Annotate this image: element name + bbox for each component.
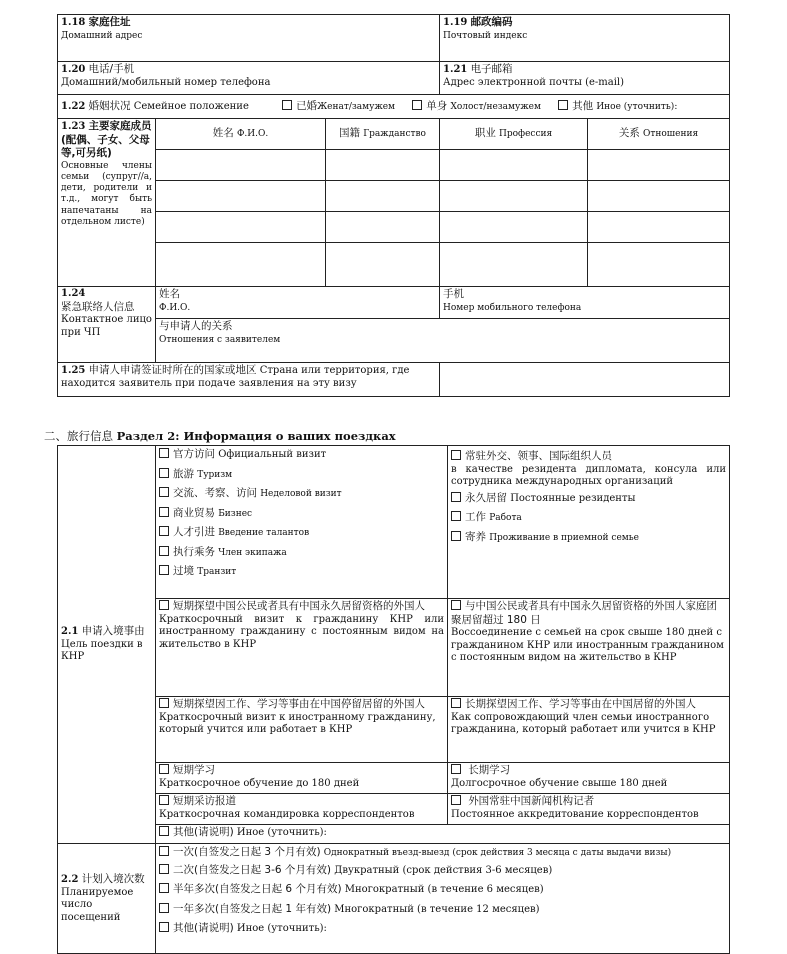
checkbox-icon[interactable] xyxy=(159,883,169,893)
emergency-mobile-field[interactable]: 手机 Номер мобильного телефона xyxy=(440,287,730,319)
family-cell[interactable] xyxy=(440,212,588,243)
email-field[interactable]: 1.21 电子邮箱 Адрес электронной почты (e-mail) xyxy=(440,62,730,95)
purpose-option[interactable]: 官方访问 Официальный визит xyxy=(159,448,444,462)
checkbox-icon[interactable] xyxy=(282,100,292,110)
purpose-option[interactable]: 商业贸易 Бизнес xyxy=(159,507,444,521)
checkbox-icon[interactable] xyxy=(558,100,568,110)
checkbox-icon[interactable] xyxy=(451,511,461,521)
checkbox-icon[interactable] xyxy=(159,698,169,708)
purpose-option-short-journalist[interactable]: 短期采访报道 Краткосрочная командировка корреспондентов xyxy=(156,794,448,825)
purpose-option-long-study[interactable]: 长期学习 Долгосрочное обучение свыше 180 дней xyxy=(448,763,730,794)
family-cell[interactable] xyxy=(326,181,440,212)
family-cell[interactable] xyxy=(440,243,588,287)
entries-option[interactable]: 二次(自签发之日起 3-6 个月有效) Двукратный (срок действия 3-6 месяцев) xyxy=(159,864,726,878)
checkbox-icon[interactable] xyxy=(159,903,169,913)
checkbox-icon[interactable] xyxy=(159,487,169,497)
family-cell[interactable] xyxy=(588,181,730,212)
checkbox-icon[interactable] xyxy=(159,526,169,536)
family-cell[interactable] xyxy=(326,212,440,243)
purpose-option[interactable]: 工作 Работа xyxy=(451,511,726,525)
purpose-option[interactable]: 常驻外交、领事、国际组织人员 в качестве резидента дипломата, консула или сотрудника международных организаций xyxy=(451,450,726,487)
marital-option-other[interactable]: 其他 Иное (уточнить): xyxy=(558,101,677,112)
marital-option-married[interactable]: 已婚Женат/замужем xyxy=(282,101,395,112)
personal-info-table xyxy=(57,14,730,397)
purpose-option-short-visit-foreigner[interactable]: 短期探望因工作、学习等事由在中国停留居留的外国人 Краткосрочный визит к иностранному гражданину, который учится или работает в КНР xyxy=(156,697,448,763)
checkbox-icon[interactable] xyxy=(159,826,169,836)
checkbox-icon[interactable] xyxy=(451,698,461,708)
purpose-option[interactable]: 永久居留 Постоянные резиденты xyxy=(451,492,726,506)
section2-title: 二、旅行信息 Раздел 2: Информация о ваших поездках xyxy=(44,429,396,443)
phone-field[interactable]: 1.20 电话/手机 Домашний/мобильный номер телефона xyxy=(58,62,440,95)
checkbox-icon[interactable] xyxy=(159,795,169,805)
checkbox-icon[interactable] xyxy=(159,922,169,932)
purpose-option-resident-journalist[interactable]: 外国常驻中国新闻机构记者 Постоянное аккредитование корреспондентов xyxy=(448,794,730,825)
purpose-options-left xyxy=(156,446,448,599)
purpose-option[interactable]: 执行乘务 Член экипажа xyxy=(159,546,444,560)
checkbox-icon[interactable] xyxy=(451,450,461,460)
family-cell[interactable] xyxy=(588,150,730,181)
planned-entries-options xyxy=(156,844,730,954)
purpose-option[interactable]: 寄养 Проживание в приемной семье xyxy=(451,531,726,545)
marital-status-row: 1.22 婚姻状况 Семейное положение 已婚Женат/замужем 单身 Холост/незамужем 其他 Иное (уточнить): xyxy=(58,95,730,119)
emergency-name-field[interactable]: 姓名 Ф.И.О. xyxy=(156,287,440,319)
checkbox-icon[interactable] xyxy=(159,600,169,610)
home-address-field[interactable]: 1.18 家庭住址 Домашний адрес xyxy=(58,15,440,62)
purpose-option-long-visit-foreigner[interactable]: 长期探望因工作、学习等事由在中国居留的外国人 Как сопровождающий член семьи иностранного гражданина, который работает или учится в КНР xyxy=(448,697,730,763)
purpose-option[interactable]: 过境 Транзит xyxy=(159,565,444,579)
checkbox-icon[interactable] xyxy=(451,492,461,502)
family-cell[interactable] xyxy=(588,243,730,287)
family-cell[interactable] xyxy=(156,150,326,181)
entry-purpose-label: 2.1 申请入境事由 Цель поездки в КНР xyxy=(58,446,156,844)
table-row xyxy=(58,181,730,212)
marital-option-single[interactable]: 单身 Холост/незамужем xyxy=(412,101,541,112)
checkbox-icon[interactable] xyxy=(159,546,169,556)
checkbox-icon[interactable] xyxy=(159,864,169,874)
family-col-citizenship: 国籍 Гражданство xyxy=(326,119,440,150)
family-cell[interactable] xyxy=(326,243,440,287)
country-of-application-field[interactable] xyxy=(440,363,730,397)
family-cell[interactable] xyxy=(440,181,588,212)
purpose-option-other[interactable]: 其他(请说明) Иное (уточнить): xyxy=(156,825,730,844)
entries-option[interactable]: 半年多次(自签发之日起 6 个月有效) Многократный (в течение 6 месяцев) xyxy=(159,883,726,897)
country-of-application-label: 1.25 申请人申请签证时所在的国家或地区 Страна или территория, где находится заявитель при подаче заявления на эту визу xyxy=(58,363,440,397)
purpose-option[interactable]: 旅游 Туризм xyxy=(159,468,444,482)
purpose-option-short-study[interactable]: 短期学习 Краткосрочное обучение до 180 дней xyxy=(156,763,448,794)
checkbox-icon[interactable] xyxy=(159,507,169,517)
planned-entries-label: 2.2 计划入境次数 Планируемое число посещений xyxy=(58,844,156,954)
table-row xyxy=(58,243,730,287)
checkbox-icon[interactable] xyxy=(159,764,169,774)
entries-option[interactable]: 一年多次(自签发之日起 1 年有效) Многократный (в течение 12 месяцев) xyxy=(159,903,726,917)
emergency-relation-field[interactable]: 与申请人的关系 Отношения с заявителем xyxy=(156,319,730,363)
family-col-name: 姓名 Ф.И.О. xyxy=(156,119,326,150)
checkbox-icon[interactable] xyxy=(159,448,169,458)
travel-info-table xyxy=(57,445,730,954)
family-cell[interactable] xyxy=(156,243,326,287)
checkbox-icon[interactable] xyxy=(159,846,169,856)
checkbox-icon[interactable] xyxy=(159,468,169,478)
family-cell[interactable] xyxy=(156,181,326,212)
table-row xyxy=(58,212,730,243)
checkbox-icon[interactable] xyxy=(451,600,461,610)
family-cell[interactable] xyxy=(588,212,730,243)
table-row xyxy=(58,150,730,181)
checkbox-icon[interactable] xyxy=(159,565,169,575)
family-cell[interactable] xyxy=(440,150,588,181)
family-members-label: 1.23 主要家庭成员(配偶、子女、父母等,可另纸) Основные члены семьи (супруг//а, дети, родители и т.д., могут быть напечатаны на отдельном листе) xyxy=(58,119,156,287)
checkbox-icon[interactable] xyxy=(451,764,461,774)
family-col-profession: 职业 Профессия xyxy=(440,119,588,150)
purpose-option[interactable]: 人才引进 Введение талантов xyxy=(159,526,444,540)
checkbox-icon[interactable] xyxy=(451,795,461,805)
purpose-option[interactable]: 交流、考察、访问 Неделовой визит xyxy=(159,487,444,501)
checkbox-icon[interactable] xyxy=(451,531,461,541)
entries-option[interactable]: 一次(自签发之日起 3 个月有效) Однократный въезд-выезд (срок действия 3 месяца с даты выдачи визы) xyxy=(159,846,726,860)
purpose-options-right xyxy=(448,446,730,599)
purpose-option-short-visit[interactable]: 短期探望中国公民或者具有中国永久居留资格的外国人 Краткосрочный визит к гражданину КНР или иностранному гражданину с постоянным видом на жительство в КНР xyxy=(156,599,448,697)
postcode-field[interactable]: 1.19 邮政编码 Почтовый индекс xyxy=(440,15,730,62)
family-cell[interactable] xyxy=(156,212,326,243)
family-cell[interactable] xyxy=(326,150,440,181)
purpose-option-family-reunion[interactable]: 与中国公民或者具有中国永久居留资格的外国人家庭团聚居留超过 180 日 Воссоединение с семьей на срок свыше 180 дней с гражданином КНР или иностранным гражданином с постоянным видом на жительство в КНР xyxy=(448,599,730,697)
emergency-contact-label: 1.24 紧急联络人信息 Контактное лицо при ЧП xyxy=(58,287,156,363)
checkbox-icon[interactable] xyxy=(412,100,422,110)
entries-option[interactable]: 其他(请说明) Иное (уточнить): xyxy=(159,922,726,936)
family-col-relation: 关系 Отношения xyxy=(588,119,730,150)
